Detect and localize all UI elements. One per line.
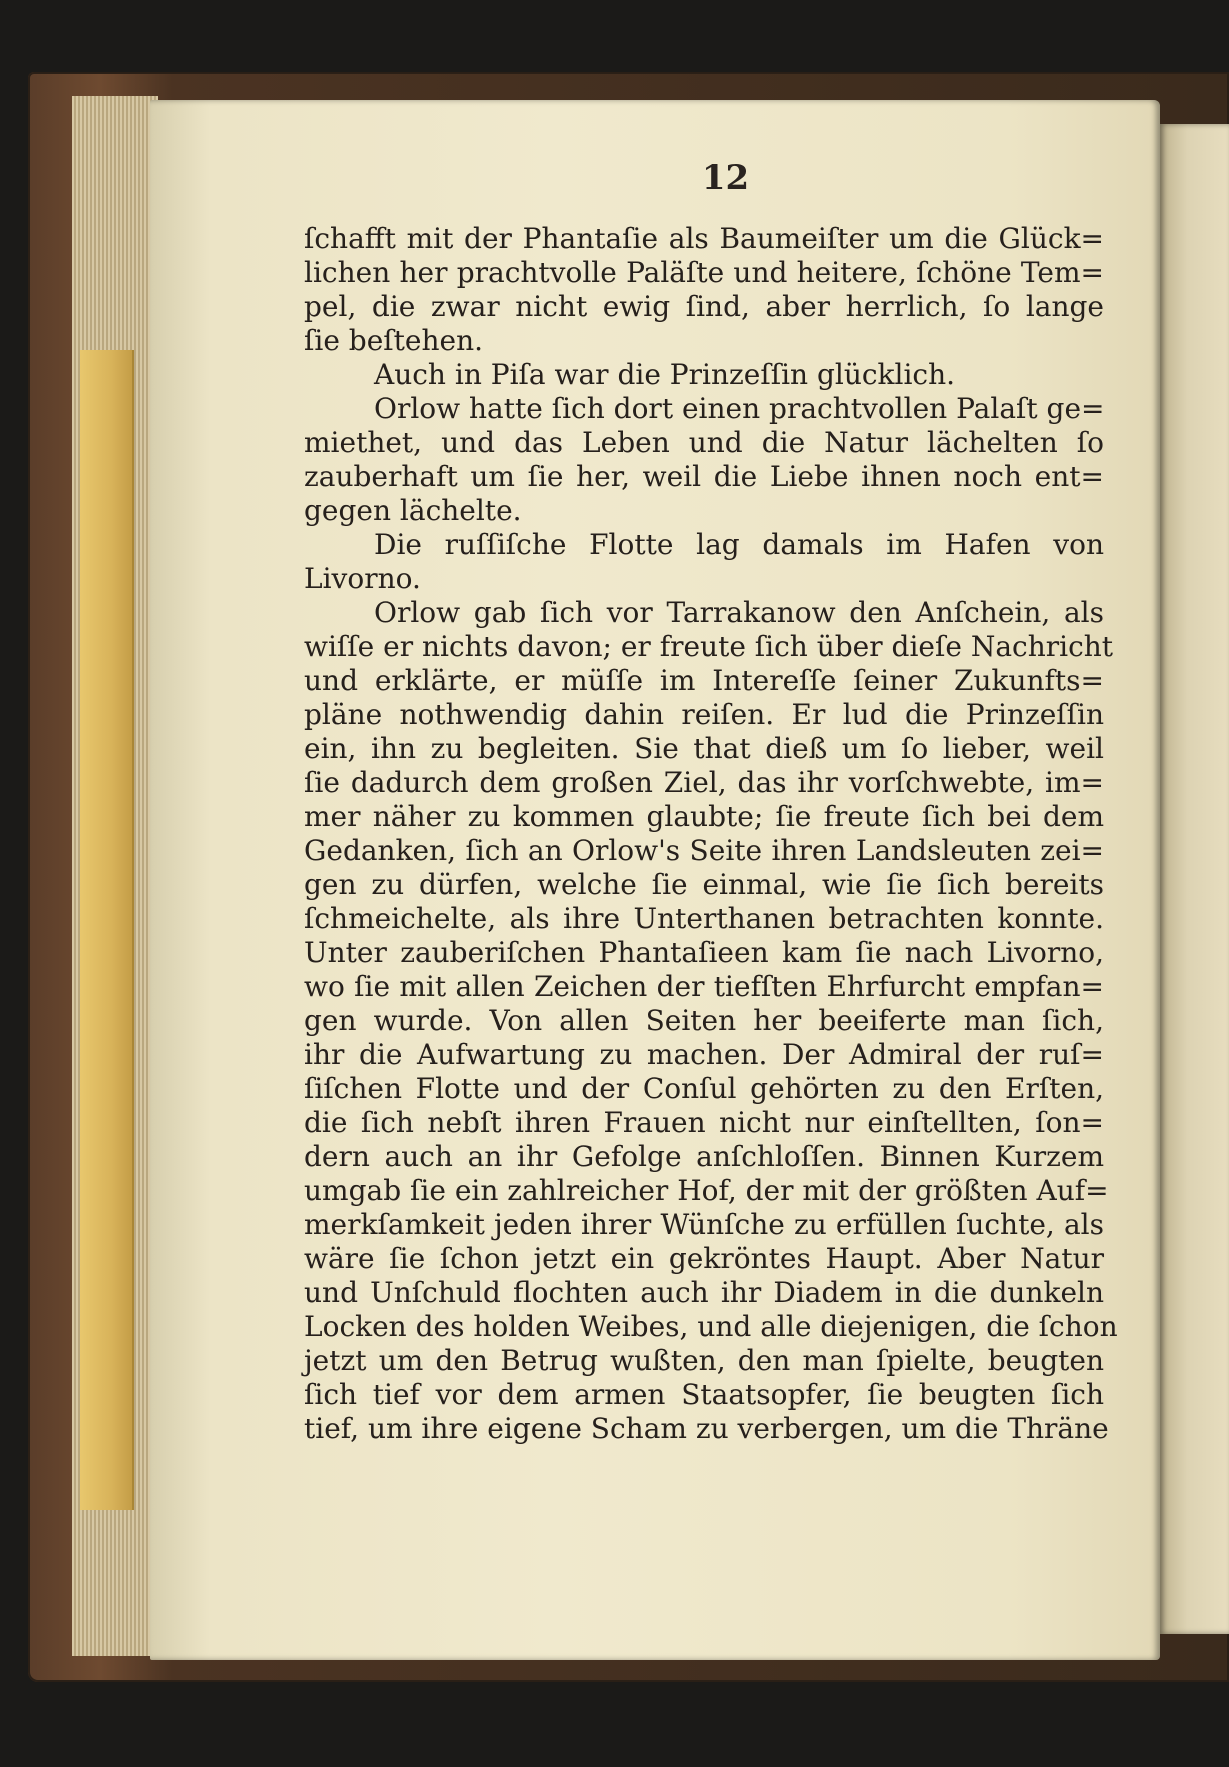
text-line: und erklärte, er müſſe im Intereſſe ſeiner Zukunfts= bbox=[304, 664, 1104, 697]
text-line: Livorno. bbox=[304, 562, 421, 595]
text-line: Orlow gab ſich vor Tarrakanow den Anſchein, als bbox=[374, 596, 1104, 629]
text-line: dern auch an ihr Gefolge anſchloſſen. Binnen Kurzem bbox=[304, 1140, 1104, 1173]
facing-page-edge bbox=[1160, 124, 1229, 1634]
text-line: Die ruſſiſche Flotte lag damals im Hafen von bbox=[374, 528, 1104, 561]
text-line: Unter zauberiſchen Phantaſieen kam ſie nach Livorno, bbox=[304, 936, 1104, 969]
text-line: Orlow hatte ſich dort einen prachtvollen Palaſt ge= bbox=[374, 392, 1105, 425]
text-line: ihr die Aufwartung zu machen. Der Admiral der ruſ= bbox=[304, 1038, 1104, 1071]
text-line: pel, die zwar nicht ewig ſind, aber herrlich, ſo lange bbox=[304, 290, 1104, 323]
text-line: ſiſchen Flotte und der Conſul gehörten zu den Erſten, bbox=[304, 1072, 1104, 1105]
text-line: jetzt um den Betrug wußten, den man ſpielte, beugten bbox=[304, 1344, 1104, 1377]
text-line: wo ſie mit allen Zeichen der tiefſten Ehrfurcht empfan= bbox=[304, 970, 1104, 1003]
page-body-text bbox=[304, 222, 1118, 1446]
text-line: pläne nothwendig dahin reiſen. Er lud die Prinzeſſin bbox=[304, 698, 1104, 731]
text-line: Auch in Piſa war die Prinzeſſin glücklich. bbox=[374, 358, 956, 391]
text-line: zauberhaft um ſie her, weil die Liebe ihnen noch ent= bbox=[304, 460, 1104, 493]
text-line: lichen her prachtvolle Paläſte und heitere, ſchöne Tem= bbox=[304, 256, 1104, 289]
text-line: gen zu dürfen, welche ſie einmal, wie ſie ſich bereits bbox=[304, 868, 1104, 901]
text-line: wiſſe er nichts davon; er freute ſich über dieſe Nachricht bbox=[304, 630, 1114, 663]
text-line: gegen lächelte. bbox=[304, 494, 522, 527]
text-line: gen wurde. Von allen Seiten her beeiferte man ſich, bbox=[304, 1004, 1104, 1037]
text-line: ſie dadurch dem großen Ziel, das ihr vorſchwebte, im= bbox=[304, 766, 1104, 799]
text-line: ſchafft mit der Phantaſie als Baumeiſter um die Glück= bbox=[304, 222, 1104, 255]
text-line: merkſamkeit jeden ihrer Wünſche zu erfüllen ſuchte, als bbox=[304, 1208, 1104, 1241]
text-line: und Unſchuld flochten auch ihr Diadem in die dunkeln bbox=[304, 1276, 1104, 1309]
text-line: Locken des holden Weibes, und alle diejenigen, die ſchon bbox=[304, 1310, 1118, 1343]
text-line: ſich tief vor dem armen Staatsopfer, ſie beugten ſich bbox=[304, 1378, 1104, 1411]
text-line: ein, ihn zu begleiten. Sie that dieß um ſo lieber, weil bbox=[304, 732, 1104, 765]
text-line: umgab ſie ein zahlreicher Hof, der mit der größten Auf= bbox=[304, 1174, 1109, 1207]
text-line: miethet, und das Leben und die Natur lächelten ſo bbox=[304, 426, 1104, 459]
text-line: ſchmeichelte, als ihre Unterthanen betrachten konnte. bbox=[304, 902, 1104, 935]
text-line: mer näher zu kommen glaubte; ſie freute ſich bei dem bbox=[304, 800, 1104, 833]
text-line: ſie beſtehen. bbox=[304, 324, 484, 357]
text-line: Gedanken, ſich an Orlow's Seite ihren Landsleuten zei= bbox=[304, 834, 1104, 867]
text-line: die ſich nebſt ihren Frauen nicht nur einſtellten, ſon= bbox=[304, 1106, 1104, 1139]
text-line: wäre ſie ſchon jetzt ein gekröntes Haupt. Aber Natur bbox=[304, 1242, 1104, 1275]
bookmark-strip bbox=[80, 350, 134, 1510]
text-line: tief, um ihre eigene Scham zu verbergen, um die Thräne bbox=[304, 1412, 1109, 1445]
page-number: 12 bbox=[701, 158, 750, 198]
